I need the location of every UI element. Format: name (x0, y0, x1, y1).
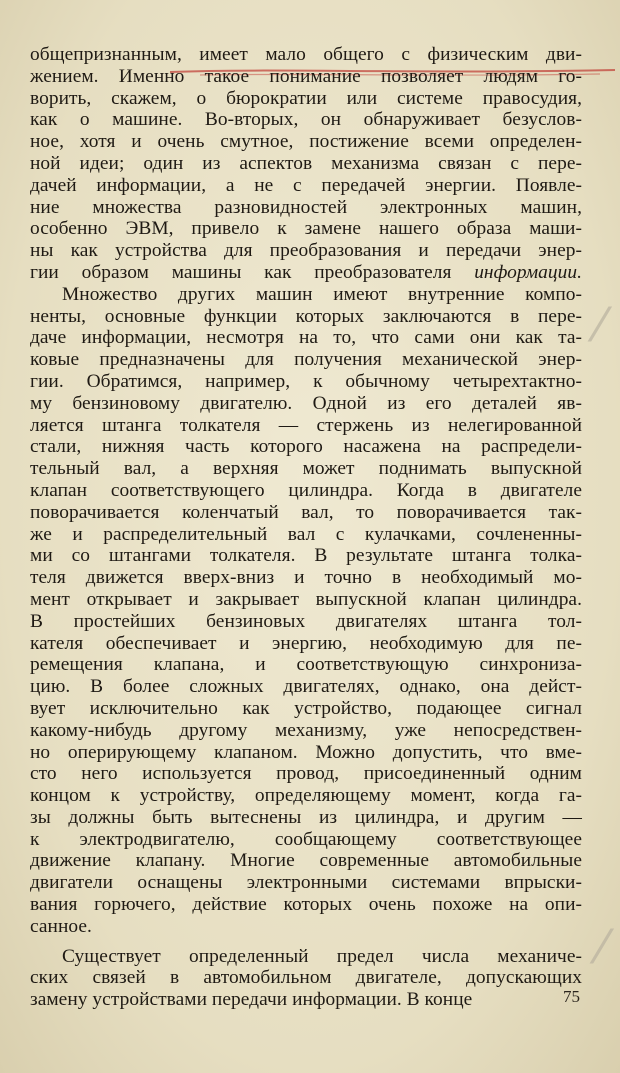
emphasized-word: информации. (474, 261, 582, 283)
text-line: сто него используется провод, присоединенный одним (30, 763, 582, 785)
text-line: му бензиновому двигателю. Одной из его деталей яв- (30, 392, 582, 414)
margin-pencil-mark: ⁄ (596, 298, 604, 352)
text-line: общепризнанным, имеет мало общего с физическим дви- (30, 44, 582, 65)
text-line: клапан соответствующего цилиндра. Когда в двигателе (30, 479, 582, 501)
text-line: как о машине. Во-вторых, он обнаруживает безуслов- (30, 109, 582, 131)
text-line: Существует определенный предел числа механиче- (62, 945, 582, 967)
text-line: замену устройствами передачи информации. В конце (30, 989, 473, 1011)
text-line: В простейших бензиновых двигателях штанга тол- (30, 610, 582, 632)
text-line: ное, хотя и очень смутное, постижение всеми определен- (30, 131, 582, 153)
text-line: цию. В более сложных двигателях, однако, она дейст- (30, 676, 582, 698)
text-line: ских связей в автомобильном двигателе, допускающих (30, 967, 582, 989)
text-line: ковые предназначены для получения механической энер- (30, 349, 582, 371)
text-line: движение клапану. Многие современные автомобильные (30, 850, 582, 872)
text-line: поворачивается коленчатый вал, то поворачивается так- (30, 501, 582, 523)
text-line: какому-нибудь другому механизму, уже непосредствен- (30, 719, 582, 741)
paragraph (30, 44, 582, 284)
text-line: жением. Именно такое понимание позволяет людям го- (30, 65, 582, 87)
text-line: санное. (30, 915, 92, 937)
paragraph (30, 946, 582, 1011)
page-number: 75 (563, 987, 580, 1006)
text-line: дачей информации, а не с передачей энергии. Появле- (30, 174, 582, 196)
text-line: ми со штангами толкателя. В результате штанга толка- (30, 545, 582, 567)
text-line: гии образом машины как преобразователя информации. (30, 261, 582, 283)
text-line: ной идеи; один из аспектов механизма связан с пере- (30, 152, 582, 174)
text-line: ны как устройства для преобразования и передачи энер- (30, 240, 582, 262)
paragraph (30, 284, 582, 938)
text-line: к электродвигателю, сообщающему соответствующее (30, 828, 582, 850)
text-line: особенно ЭВМ, привело к замене нашего образа маши- (30, 218, 582, 240)
text-line: ремещения клапана, и соответствующую синхрониза- (30, 654, 582, 676)
text-line: ворить, скажем, о бюрократии или системе правосудия, (30, 87, 582, 109)
text-line: зы должны быть вытеснены из цилиндра, и другим — (30, 806, 582, 828)
text-line: стали, нижняя часть которого насажена на распредели- (30, 436, 582, 458)
margin-pencil-mark: ⁄ (598, 920, 606, 974)
text-line: ненты, основные функции которых заключаются в пере- (30, 305, 582, 327)
text-line: теля движется вверх-вниз и точно в необходимый мо- (30, 567, 582, 589)
text-line: Множество других машин имеют внутренние компо- (62, 283, 582, 305)
text-line: тельный вал, а верхняя может поднимать выпускной (30, 458, 582, 480)
text-line: мент открывает и закрывает выпускной клапан цилиндра. (30, 588, 582, 610)
text-line: даче информации, несмотря на то, что сами они как та- (30, 327, 582, 349)
text-line: кателя обеспечивает и энергию, необходимую для пе- (30, 632, 582, 654)
text-line: гии. Обратимся, например, к обычному четырехтактно- (30, 370, 582, 392)
page-body-text (30, 44, 582, 1011)
text-line: но оперирующему клапаном. Можно допустить, что вме- (30, 741, 582, 763)
text-line: же и распределительный вал с кулачками, сочлененны- (30, 523, 582, 545)
text-line: вания горючего, действие которых очень похоже на опи- (30, 894, 582, 916)
text-line: вует исключительно как устройство, подающее сигнал (30, 697, 582, 719)
text-line: двигатели оснащены электронными системами впрыски- (30, 872, 582, 894)
text-line: ляется штанга толкателя — стержень из нелегированной (30, 414, 582, 436)
text-line: ние множества разновидностей электронных машин, (30, 196, 582, 218)
text-line: концом к устройству, определяющему момент, когда га- (30, 785, 582, 807)
